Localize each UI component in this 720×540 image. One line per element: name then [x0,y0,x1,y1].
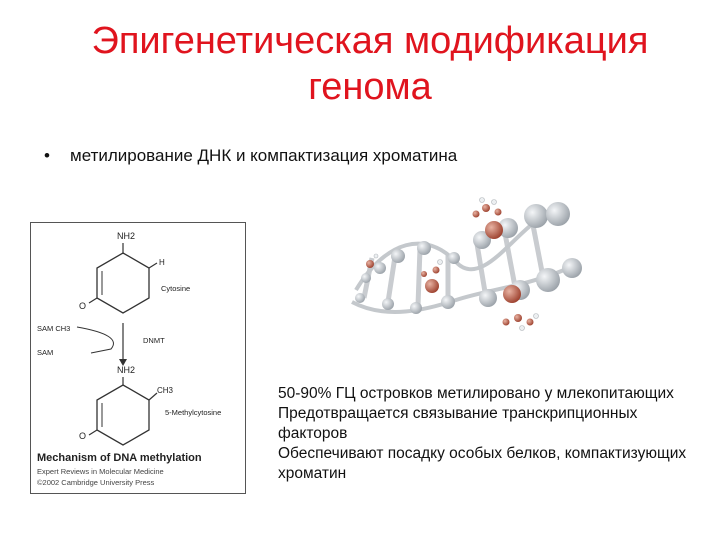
methylation-diagram [31,223,245,493]
notes-block [278,384,708,484]
dna-backbone-upper [356,214,556,290]
methylation-mechanism-figure [30,222,246,494]
note-3: Обеспечивают посадку особых белков, компактизующих хроматин [278,445,687,482]
cytosine-o-bond [89,298,97,303]
title-line-1: Эпигенетическая модификация [91,20,649,62]
title-line-2: генома [308,66,432,108]
nh2-top-label: NH2 [117,231,136,241]
sam-curve-arrow [77,327,113,353]
h-bond [149,263,157,268]
note-1: 50-90% ГЦ островков метилировано у млекопитающих [278,385,674,402]
cytosine-ring [97,253,149,313]
h-label: H [159,258,165,267]
sam-label: SAM [37,348,54,357]
dna-helix-illustration [336,190,586,340]
sam-ch3-label: SAM CH3 [37,324,71,333]
figure-caption-title: Mechanism of DNA methylation [37,452,202,464]
figure-caption-source: Expert Reviews in Molecular Medicine [37,467,164,476]
methylcytosine-label: 5-Methylcytosine [165,408,222,417]
methylcytosine-o-bond [89,430,97,435]
dna-helix-figure [336,190,586,340]
o-bottom-label: O [79,431,87,441]
ch3-label: CH3 [157,386,174,395]
slide-title [40,18,700,110]
note-2: Предотвращается связывание транскрипционных факторов [278,405,638,442]
nh2-bottom-label: NH2 [117,365,136,375]
ch3-bond [149,393,157,400]
dnmt-label: DNMT [143,336,165,345]
bullet-marker: • [44,146,50,165]
cytosine-label: Cytosine [161,284,191,293]
methylcytosine-ring [97,385,149,445]
bullet-text: метилирование ДНК и компактизация хроматина [70,146,458,165]
o-top-label: O [79,301,87,311]
figure-caption-copyright: ©2002 Cambridge University Press [37,478,155,487]
